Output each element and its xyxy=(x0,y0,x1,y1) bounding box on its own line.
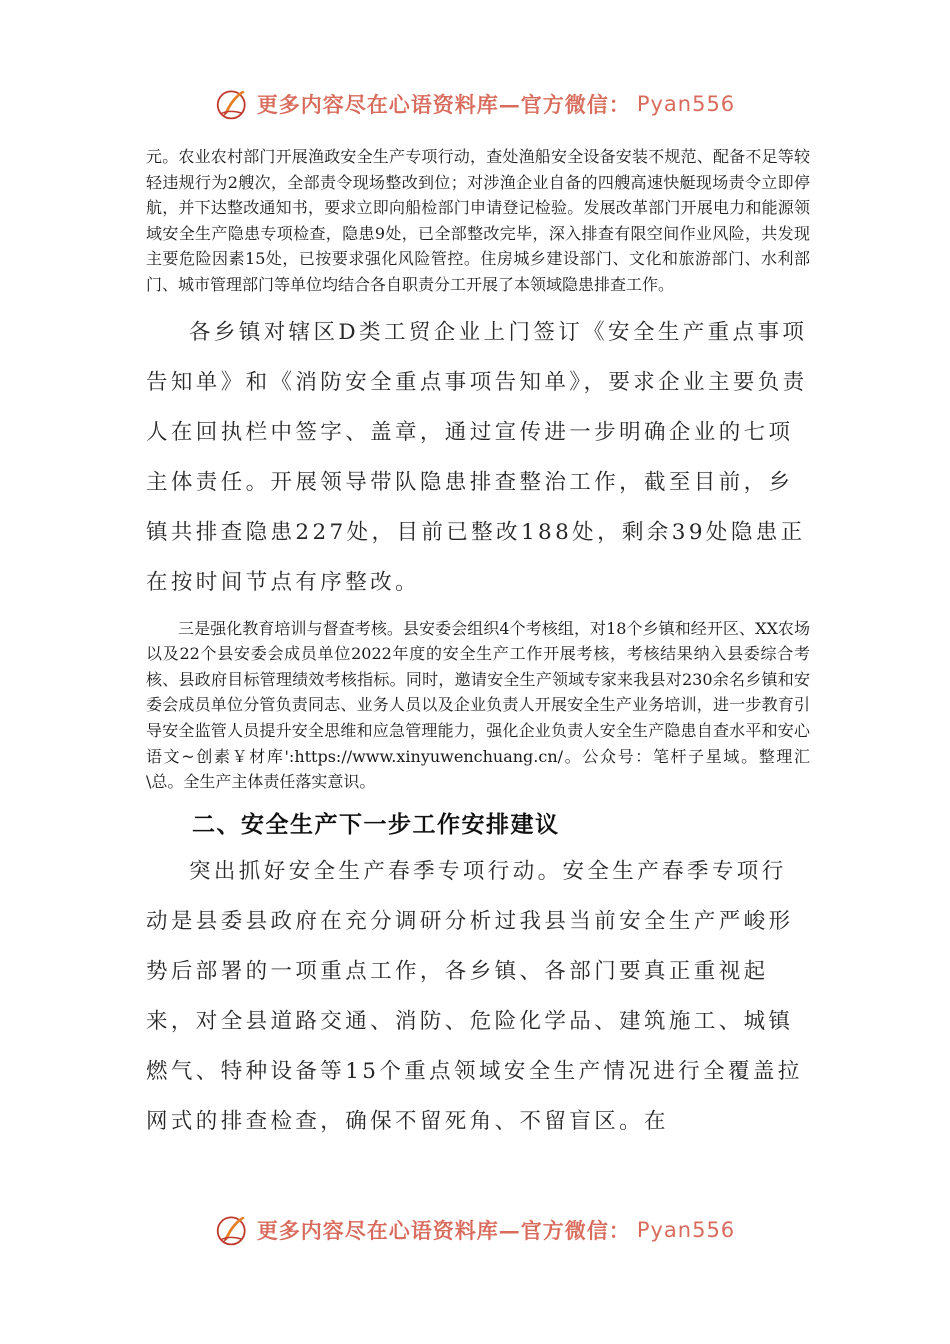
watermark-text: 更多内容尽在心语资料库—官方微信： xyxy=(256,1218,631,1243)
paragraph-departments: 元。农业农村部门开展渔政安全生产专项行动，查处渔船安全设备安装不规范、配备不足等较轻违规行为2艘次，全部责令现场整改到位；对涉渔企业自备的四艘高速快艇现场责令立即停航，并下达整改通知书，要求立即向船检部门申请登记检验。发展改革部门开展电力和能源领域安全生产隐患专项检查，隐患9处，已全部整改完毕，深入排查有限空间作业风险，共发现主要危险因素15处，已按要求强化风险管控。住房城乡建设部门、文化和旅游部门、水利部门、城市管理部门等单位均结合各自职责分工开展了本领域隐患排查工作。 xyxy=(146,147,810,294)
watermark-wechat-id: Pyan556 xyxy=(636,1218,736,1242)
quill-pen-logo-icon xyxy=(215,86,251,122)
paragraph-townships: 各乡镇对辖区D类工贸企业上门签订《安全生产重点事项告知单》和《消防安全重点事项告知单》，要求企业主要负责人在回执栏中签字、盖章，通过宣传进一步明确企业的七项主体责任。开展领导带队隐患排查整治工作，截至目前，乡镇共排查隐患227处，目前已整改188处，剩余39处隐患正在按时间节点有序整改。 xyxy=(146,319,808,595)
paragraph-training-inspection: 三是强化教育培训与督查考核。县安委会组织4个考核组，对18个乡镇和经开区、XX农场以及22个县安委会成员单位2022年度的安全生产工作开展考核，考核结果纳入县委综合考核、县政府目标管理绩效考核指标。同时，邀请安全生产领域专家来我县对230余名乡镇和安委会成员单位分管负责同志、业务人员以及企业负责人开展安全生产业务培训，进一步教育引导安全监管人员提升安全思维和应急管理能力，强化企业负责人安全生产隐患自查水平和安心语文~创素￥材库':https://www.xinyuwenchuang.cn/。公众号：笔杆子星域。整理汇\总。全生产主体责任落实意识。 xyxy=(146,618,810,792)
watermark-wechat-id: Pyan556 xyxy=(636,92,736,116)
document-body xyxy=(146,144,810,1147)
footer-watermark xyxy=(0,1210,950,1250)
quill-pen-logo-icon xyxy=(215,1212,251,1248)
watermark-text: 更多内容尽在心语资料库—官方微信： xyxy=(256,92,631,117)
paragraph-spring-campaign: 突出抓好安全生产春季专项行动。安全生产春季专项行动是县委县政府在充分调研分析过我县当前安全生产严峻形势后部署的一项重点工作，各乡镇、各部门要真正重视起来，对全县道路交通、消防、危险化学品、建筑施工、城镇燃气、特种设备等15个重点领域安全生产情况进行全覆盖拉网式的排查检查，确保不留死角、不留盲区。在 xyxy=(146,858,803,1134)
section-heading: 二、安全生产下一步工作安排建议 xyxy=(192,811,560,838)
header-watermark xyxy=(0,84,950,124)
